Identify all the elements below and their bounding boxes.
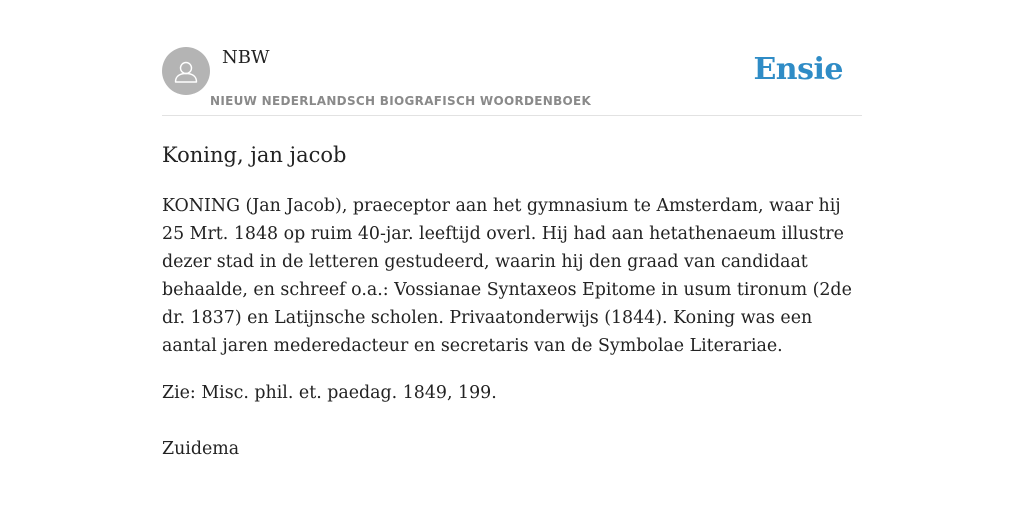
source-name[interactable]: NBW [222,47,270,68]
article-reference: Zie: Misc. phil. et. paedag. 1849, 199. [162,383,497,403]
article-title: Koning, jan jacob [162,143,347,167]
article-body: KONING (Jan Jacob), praeceptor aan het gymnasium te Amsterdam, waar hij 25 Mrt. 1848 op ruim 40-jar. leeftijd overl. Hij had aan hetathenaeum illustre dezer stad in de letteren gestudeerd, waarin hij den graad van candidaat behaalde, en schreef o.a.: Vossianae Syntaxeos Epitome in usum tironum (2de dr. 1837) en Latijnsche scholen. Privaatonderwijs (1844). Koning was een aantal jaren mederedacteur en secretaris van de Symbolae Literariae. [162,196,852,356]
user-avatar-icon [162,47,210,95]
article-author: Zuidema [162,439,240,459]
source-header [162,46,862,116]
ensie-logo-link[interactable]: Ensie [753,52,843,87]
article-content [162,192,852,463]
source-full-name: NIEUW NEDERLANDSCH BIOGRAFISCH WOORDENBOEK [210,94,592,108]
